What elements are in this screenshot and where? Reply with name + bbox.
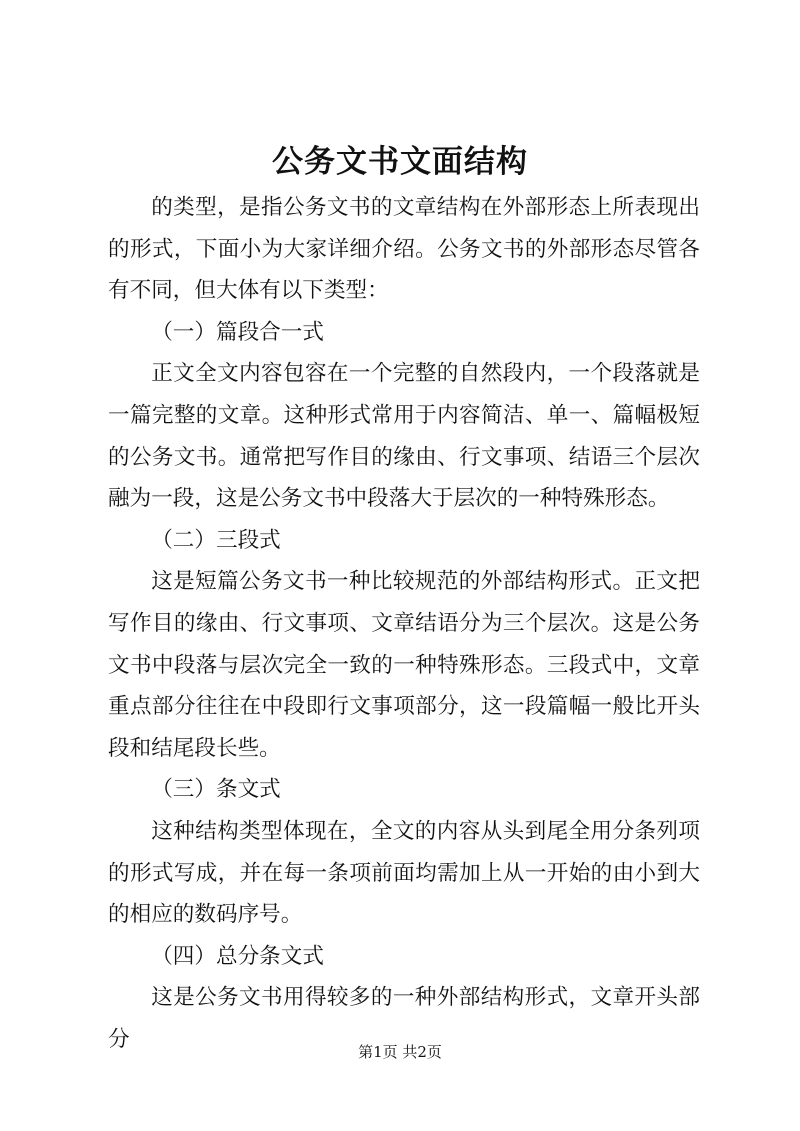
page-number: 第1页 共2页 (358, 1043, 442, 1061)
section-heading-2: （二）三段式 (151, 527, 281, 553)
document-title: 公务文书文面结构 (272, 144, 528, 180)
section-heading-1: （一）篇段合一式 (151, 319, 324, 345)
section-heading-3: （三）条文式 (151, 777, 281, 803)
section-4-paragraph: 这是公务文书用得较多的一种外部结构形式，文章开头部分 (108, 985, 700, 1052)
document-body (108, 187, 700, 1060)
section-3-paragraph: 这种结构类型体现在，全文的内容从头到尾全用分条列项的形式写成，并在每一条项前面均需加上从一开始的由小到大的相应的数码序号。 (108, 818, 700, 928)
intro-paragraph: 的类型，是指公务文书的文章结构在外部形态上所表现出的形式，下面小为大家详细介绍。公务文书的外部形态尽管各有不同，但大体有以下类型： (108, 195, 700, 304)
section-heading-4: （四）总分条文式 (151, 943, 324, 969)
section-2-paragraph: 这是短篇公务文书一种比较规范的外部结构形式。正文把写作目的缘由、行文事项、文章结语分为三个层次。这是公务文书中段落与层次完全一致的一种特殊形态。三段式中，文章重点部分往往在中段即行文事项部分，这一段篇幅一般比开头段和结尾段长些。 (108, 569, 700, 761)
section-1-paragraph: 正文全文内容包容在一个完整的自然段内，一个段落就是一篇完整的文章。这种形式常用于内容简洁、单一、篇幅极短的公务文书。通常把写作目的缘由、行文事项、结语三个层次融为一段，这是公务文书中段落大于层次的一种特殊形态。 (108, 361, 700, 512)
